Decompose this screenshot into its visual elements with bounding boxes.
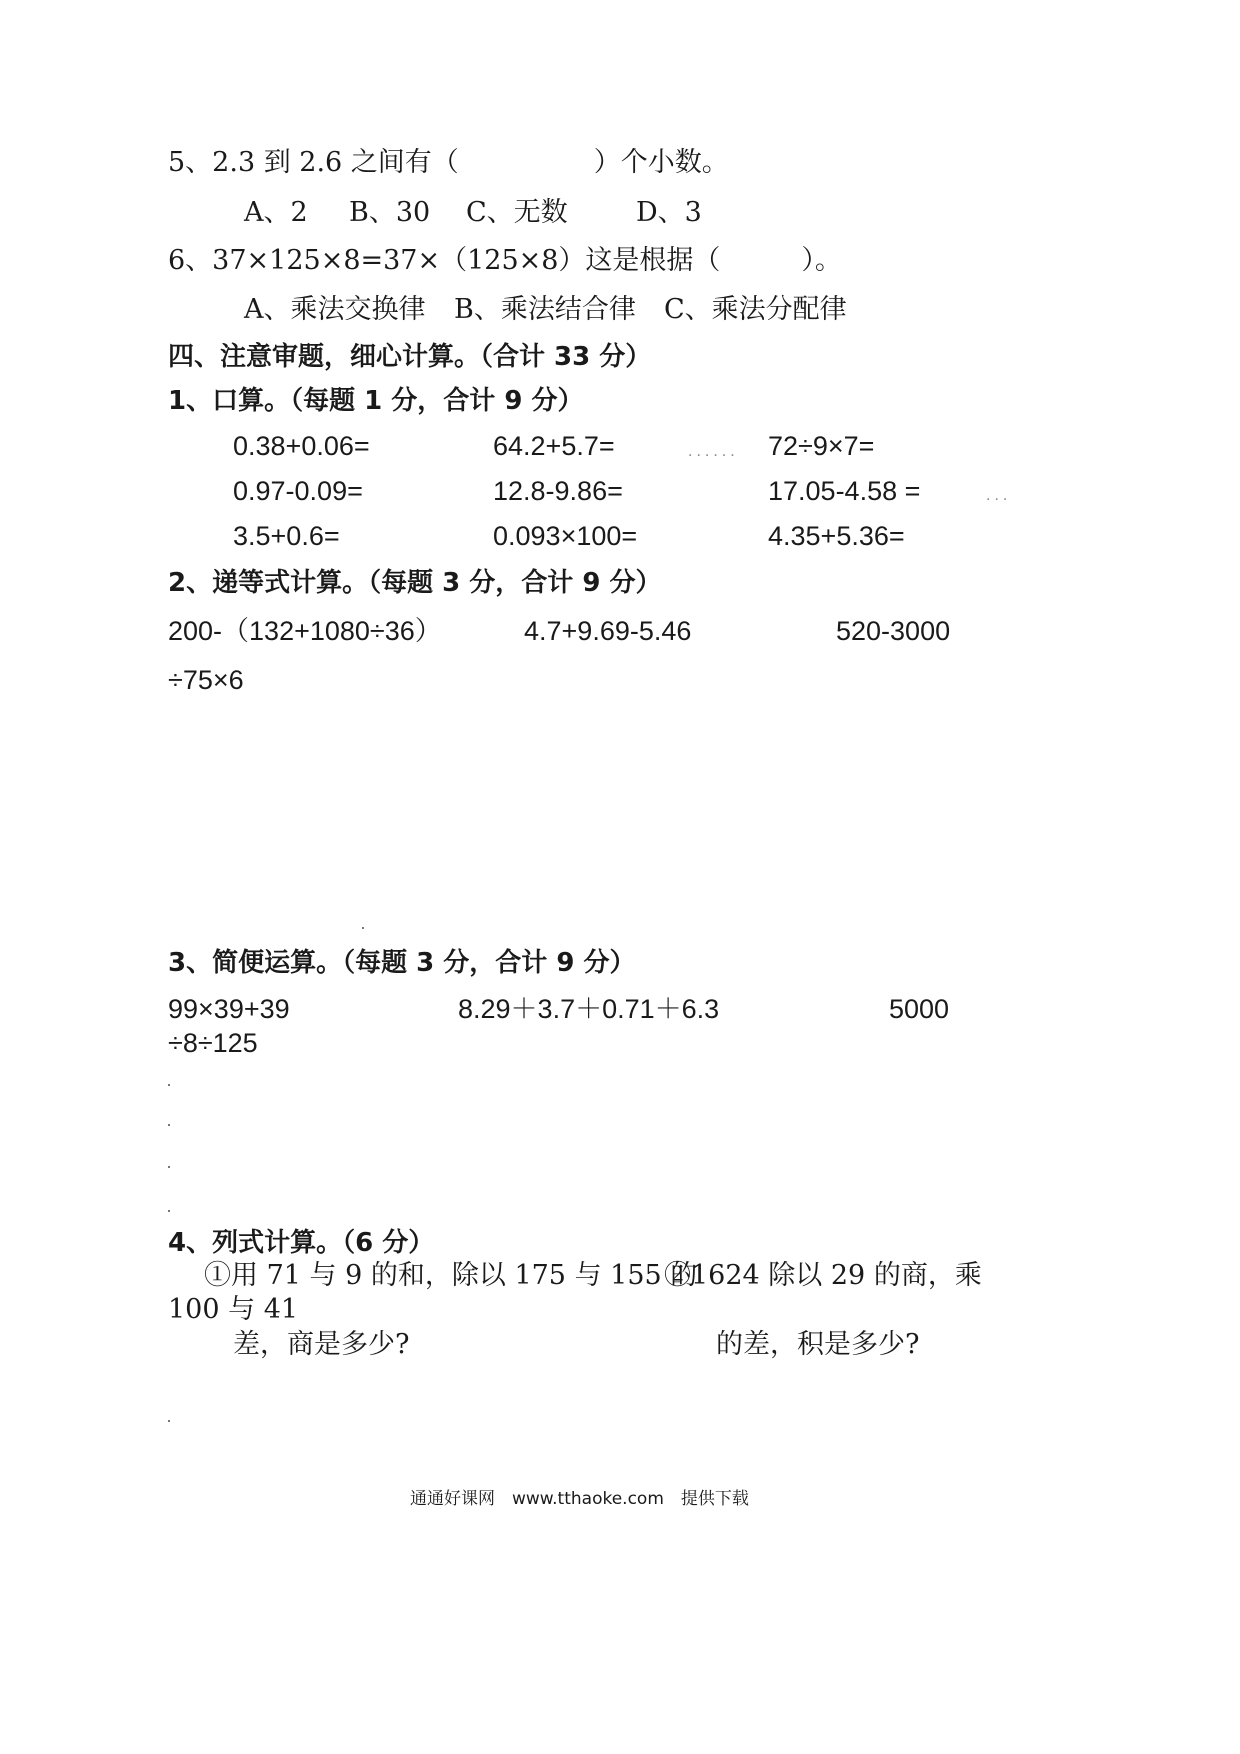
- question-5-option-a: A、2: [244, 197, 308, 228]
- scan-speck: [168, 1420, 170, 1422]
- formula-problem-2-line3: 的差，积是多少?: [716, 1329, 920, 1360]
- simplified-item: 8.29＋3.7＋0.71＋6.3: [458, 994, 720, 1024]
- oral-item: 4.35+5.36=: [768, 521, 905, 551]
- question-6-option-c: C、乘法分配律: [664, 294, 847, 325]
- oral-item: 0.38+0.06=: [233, 431, 370, 461]
- stepwise-item: 520-3000: [836, 616, 951, 646]
- formula-problem-1-line2: 100 与 41: [168, 1294, 299, 1325]
- stepwise-calc-heading: 2、递等式计算。（每题 3 分，合计 9 分）: [168, 568, 662, 598]
- oral-item: 64.2+5.7=: [493, 431, 615, 461]
- simplified-calc-heading: 3、简便运算。（每题 3 分，合计 9 分）: [168, 948, 636, 978]
- scan-speck: [168, 1166, 170, 1168]
- oral-calc-heading: 1、口算。（每题 1 分，合计 9 分）: [168, 386, 584, 416]
- question-6-option-b: B、乘法结合律: [454, 294, 636, 325]
- dotted-mark: ......: [688, 444, 739, 460]
- question-6-stem: 6、37×125×8=37×（125×8）这是根据（ ）。: [168, 245, 842, 276]
- question-5-stem: 5、2.3 到 2.6 之间有（ ）个小数。: [168, 147, 729, 178]
- oral-item: 12.8-9.86=: [493, 476, 623, 506]
- stepwise-item-wrap: ÷75×6: [168, 665, 244, 695]
- simplified-item: 5000: [889, 994, 950, 1024]
- scan-speck: [168, 1210, 170, 1212]
- dotted-mark: ...: [986, 488, 1012, 504]
- formula-problem-1-line3: 差，商是多少?: [233, 1329, 410, 1360]
- formula-problem-1-line1: ①用 71 与 9 的和，除以 175 与 155 的: [204, 1260, 698, 1291]
- stepwise-item: 4.7+9.69-5.46: [524, 616, 692, 646]
- question-5-option-b: B、30: [349, 197, 431, 228]
- scan-speck: [362, 927, 364, 929]
- question-5-option-d: D、3: [636, 197, 702, 228]
- simplified-item-wrap: ÷8÷125: [168, 1028, 258, 1058]
- oral-item: 0.97-0.09=: [233, 476, 363, 506]
- scan-speck: [168, 1084, 170, 1086]
- oral-item: 17.05-4.58 =: [768, 476, 921, 506]
- scan-speck: [168, 1124, 170, 1126]
- section-4-heading: 四、注意审题，细心计算。（合计 33 分）: [168, 342, 652, 372]
- stepwise-item: 200-（132+1080÷36）: [168, 616, 442, 646]
- oral-item: 72÷9×7=: [768, 431, 875, 461]
- oral-item: 0.093×100=: [493, 521, 638, 551]
- question-5-option-c: C、无数: [466, 197, 568, 228]
- formula-problem-2-line1: ②1624 除以 29 的商，乘: [664, 1260, 982, 1291]
- formula-calc-heading: 4、列式计算。（6 分）: [168, 1228, 435, 1258]
- simplified-item: 99×39+39: [168, 994, 290, 1024]
- question-6-option-a: A、乘法交换律: [244, 294, 426, 325]
- footer-credit: 通通好课网 www.tthaoke.com 提供下载: [410, 1489, 749, 1509]
- oral-item: 3.5+0.6=: [233, 521, 340, 551]
